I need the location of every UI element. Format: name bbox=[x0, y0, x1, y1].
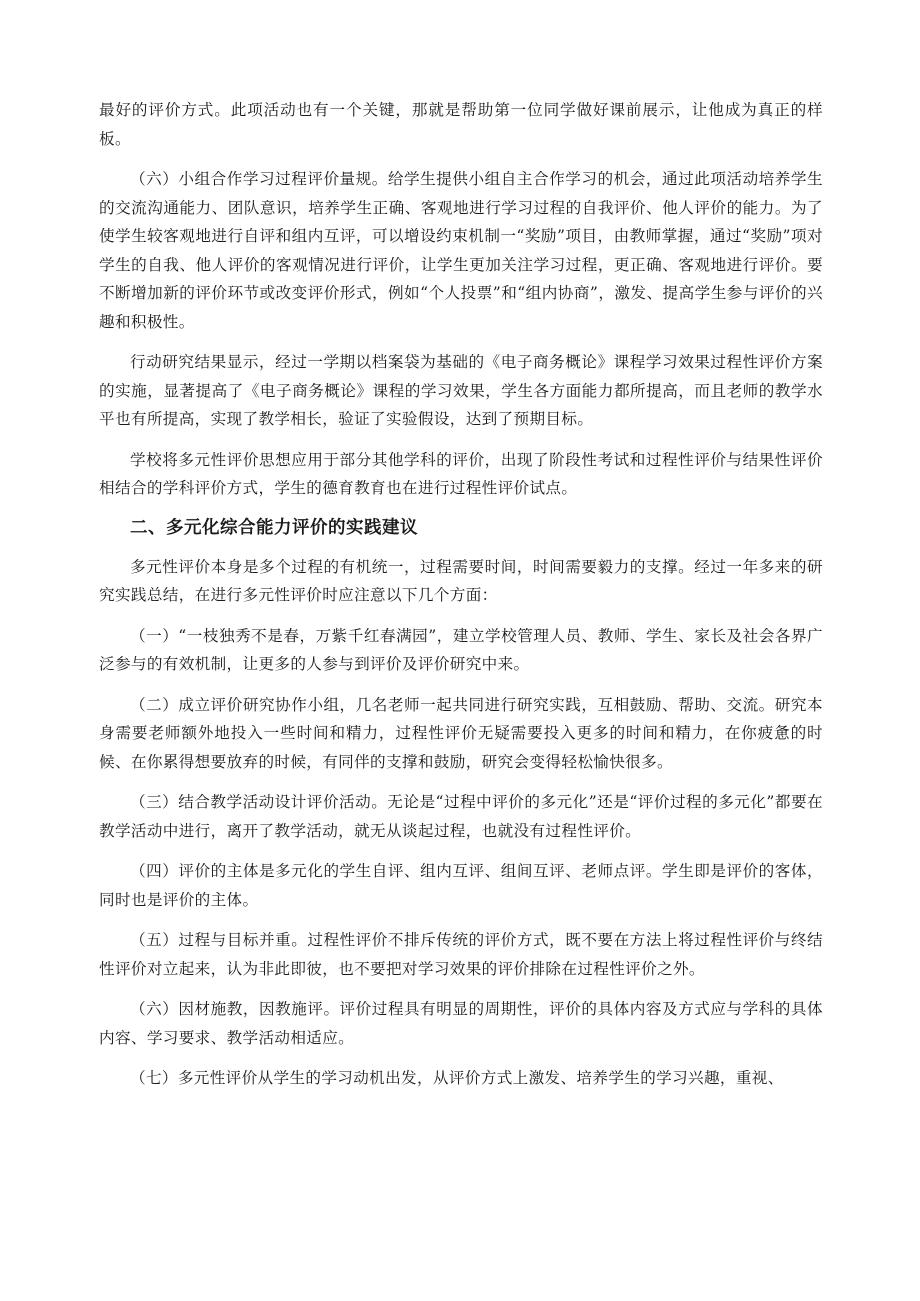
document-page bbox=[99, 96, 823, 1105]
paragraph-group-cooperation-rubric: （六）小组合作学习过程评价量规。给学生提供小组自主合作学习的机会，通过此项活动培养学生的交流沟通能力、团队意识，培养学生正确、客观地进行学习过程的自我评价、他人评价的能力。为了使学生较客观地进行自评和组内互评，可以增设约束机制一“奖励”项目，由教师掌握，通过“奖励”项对学生的自我、他人评价的客观情况进行评价，让学生更加关注学习过程，更正确、客观地进行评价。要不断增加新的评价环节或改变评价形式，例如“个人投票”和“组内协商”，激发、提高学生参与评价的兴趣和积极性。 bbox=[99, 170, 823, 331]
paragraph-item-4: （四）评价的主体是多元化的学生自评、组内互评、组间互评、老师点评。学生即是评价的客体，同时也是评价的主体。 bbox=[99, 862, 823, 909]
section-heading: 二、多元化综合能力评价的实践建议 bbox=[130, 517, 418, 538]
paragraph-research-results: 行动研究结果显示，经过一学期以档案袋为基础的《电子商务概论》课程学习效果过程性评价方案的实施，显著提高了《电子商务概论》课程的学习效果，学生各方面能力都所提高，而且老师的教学水平也有所提高，实现了教学相长，验证了实验假设，达到了预期目标。 bbox=[99, 353, 823, 428]
paragraph-item-6: （六）因材施教，因教施评。评价过程具有明显的周期性，评价的具体内容及方式应与学科的具体内容、学习要求、教学活动相适应。 bbox=[99, 1000, 823, 1047]
paragraph-item-3: （三）结合教学活动设计评价活动。无论是“过程中评价的多元化”还是“评价过程的多元化”都要在教学活动中进行，离开了教学活动，就无从谈起过程，也就没有过程性评价。 bbox=[99, 793, 823, 840]
paragraph-item-5: （五）过程与目标并重。过程性评价不排斥传统的评价方式，既不要在方法上将过程性评价与终结性评价对立起来，认为非此即彼，也不要把对学习效果的评价排除在过程性评价之外。 bbox=[99, 931, 823, 978]
paragraph-item-2: （二）成立评价研究协作小组，几名老师一起共同进行研究实践，互相鼓励、帮助、交流。研究本身需要老师额外地投入一些时间和精力，过程性评价无疑需要投入更多的时间和精力，在你疲惫的时候、在你累得想要放弃的时候，有同伴的支撑和鼓励，研究会变得轻松愉快很多。 bbox=[99, 695, 823, 771]
paragraph-item-7: （七）多元性评价从学生的学习动机出发，从评价方式上激发、培养学生的学习兴趣，重视、 bbox=[130, 1069, 784, 1087]
paragraph-intro: 多元性评价本身是多个过程的有机统一，过程需要时间，时间需要毅力的支撑。经过一年多来的研究实践总结，在进行多元性评价时应注意以下几个方面： bbox=[99, 557, 823, 604]
paragraph-continued: 最好的评价方式。此项活动也有一个关键，那就是帮助第一位同学做好课前展示，让他成为真正的样板。 bbox=[99, 101, 823, 148]
paragraph-school-application: 学校将多元性评价思想应用于部分其他学科的评价，出现了阶段性考试和过程性评价与结果性评价相结合的学科评价方式，学生的德育教育也在进行过程性评价试点。 bbox=[99, 450, 823, 497]
paragraph-item-1: （一）“一枝独秀不是春，万紫千红春满园”，建立学校管理人员、教师、学生、家长及社会各界广泛参与的有效机制，让更多的人参与到评价及评价研究中来。 bbox=[99, 626, 823, 673]
